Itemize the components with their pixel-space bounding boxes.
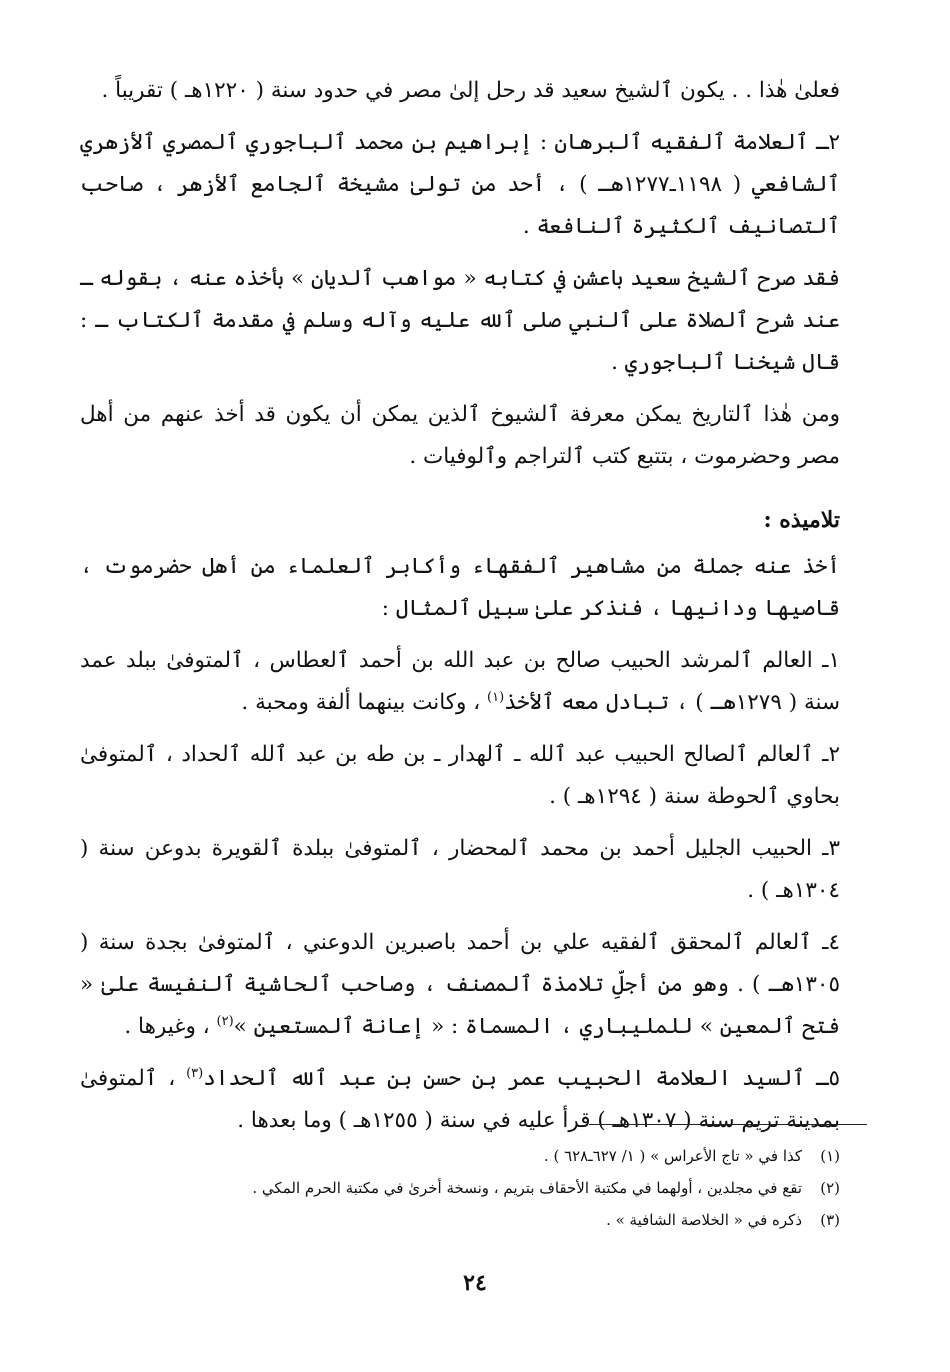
paragraph-bajuri: ٢ـ ٱلعلامة ٱلفقيه ٱلبرهان : إبراهيم بن محمد ٱلباجوري ٱلمصري ٱلأزهري ٱلشافعي ( ١١٩٨ـ١٢٧٧هـ ) ، أحد من تولىٰ مشيخة ٱلجامع ٱلأزهر ، صاحب ٱلتصانيف ٱلكثيرة ٱلنافعة . xyxy=(80,130,840,239)
student-item: ٢ـ ٱلعالم ٱلصالح الحبيب عبد ٱلله ـ ٱلهدار ـ بن طه بن عبد ٱلله ٱلحداد ، ٱلمتوفىٰ بحاوي ٱلحوطة سنة ( ١٢٩٤هـ ) . xyxy=(80,742,840,809)
student-text: ١ـ العالم ٱلمرشد الحبيب صالح بن عبد الله بن أحمد ٱلعطاس ، ٱلمتوفىٰ ببلد عمد سنة ( ١٢٧٩هـ ) ، تبادل معه ٱلأخذ xyxy=(80,648,840,715)
footnote-number: (١) xyxy=(820,1147,840,1165)
paragraph-mawahib: فقد صرح ٱلشيخ سعيد باعشن في كتابه « مواهب ٱلديان » بأخذه عنه ، بقوله ـ عند شرح ٱلصلاة على ٱلنبي صلى ٱلله عليه وآله وسلم في مقدمة ٱلكتاب ـ : قال شيخنا ٱلباجوري . xyxy=(80,266,840,375)
paragraph-egypt-journey: فعلىٰ هٰذا . . يكون ٱلشيخ سعيد قد رحل إلىٰ مصر في حدود سنة ( ١٢٢٠هـ ) تقريباً . xyxy=(101,78,840,103)
footnote-number: (٢) xyxy=(820,1179,840,1197)
student-text: ٤ـ ٱلعالم ٱلمحقق ٱلفقيه علي بن أحمد باصبرين الدوعني ، ٱلمتوفىٰ بجدة سنة ( ١٣٠٥هـ ) . وهو من أجلِّ تلامذة ٱلمصنف ، وصاحب ٱلحاشية ٱلنفيسة علىٰ « فتح ٱلمعين » للمليباري ، المسماة : « إعانة ٱلمستعين » xyxy=(80,930,840,1039)
footnote xyxy=(80,1140,840,1172)
footnote-text: كذا في « تاج الأعراس » ( ١/ ٦٢٧ـ٦٢٨ ) . xyxy=(543,1147,802,1165)
footnote-text: ذكره في « الخلاصة الشافية » . xyxy=(606,1211,802,1229)
footnote-number: (٣) xyxy=(820,1211,840,1229)
footnote-divider xyxy=(589,1124,867,1125)
footnote-reference[interactable]: (٣) xyxy=(186,1065,204,1081)
student-text: ، وكانت بينهما ألفة ومحبة . xyxy=(241,690,488,715)
student-item xyxy=(80,640,840,724)
page-number: ٢٤ xyxy=(463,1270,487,1296)
student-item xyxy=(80,1058,840,1142)
footnote-reference[interactable]: (٢) xyxy=(216,1013,234,1029)
paragraph-history: ومن هٰذا ٱلتاريخ يمكن معرفة ٱلشيوخ ٱلذين يمكن أن يكون قد أخذ عنهم من أهل مصر وحضرموت ، بتتبع كتب ٱلتراجم وٱلوفيات . xyxy=(80,402,840,469)
student-text: ، ٱلمتوفىٰ بمدينة تريم سنة ( ١٣٠٧هـ ) قرأ عليه في سنة ( ١٢٥٥هـ ) وما بعدها . xyxy=(80,1066,840,1133)
students-intro: أخذ عنه جملة من مشاهير ٱلفقهاء وأكابر ٱلعلماء من أهل حضرموت ، قاصيها ودانيها ، فنذكر علىٰ سبيل ٱلمثال : xyxy=(80,554,840,621)
footnote xyxy=(80,1172,840,1204)
footnote-reference[interactable]: (١) xyxy=(487,689,505,705)
students-heading: تلاميذه : xyxy=(763,507,840,533)
footnote xyxy=(80,1204,840,1236)
student-item xyxy=(80,922,840,1048)
footnotes xyxy=(80,1140,840,1236)
student-item: ٣ـ الحبيب الجليل أحمد بن محمد ٱلمحضار ، ٱلمتوفىٰ ببلدة ٱلقويرة بدوعن سنة ( ١٣٠٤هـ ) . xyxy=(80,836,840,903)
student-text: ، وغيرها . xyxy=(124,1014,217,1039)
footnote-text: تقع في مجلدين ، أولهما في مكتبة الأحقاف بتريم ، ونسخة أخرىٰ في مكتبة الحرم المكي . xyxy=(252,1179,802,1197)
student-text: ٥ـ ٱلسيد العلامة الحبيب عمر بن حسن بن عبد ٱلله ٱلحداد xyxy=(203,1066,840,1091)
body-text xyxy=(80,70,840,1152)
